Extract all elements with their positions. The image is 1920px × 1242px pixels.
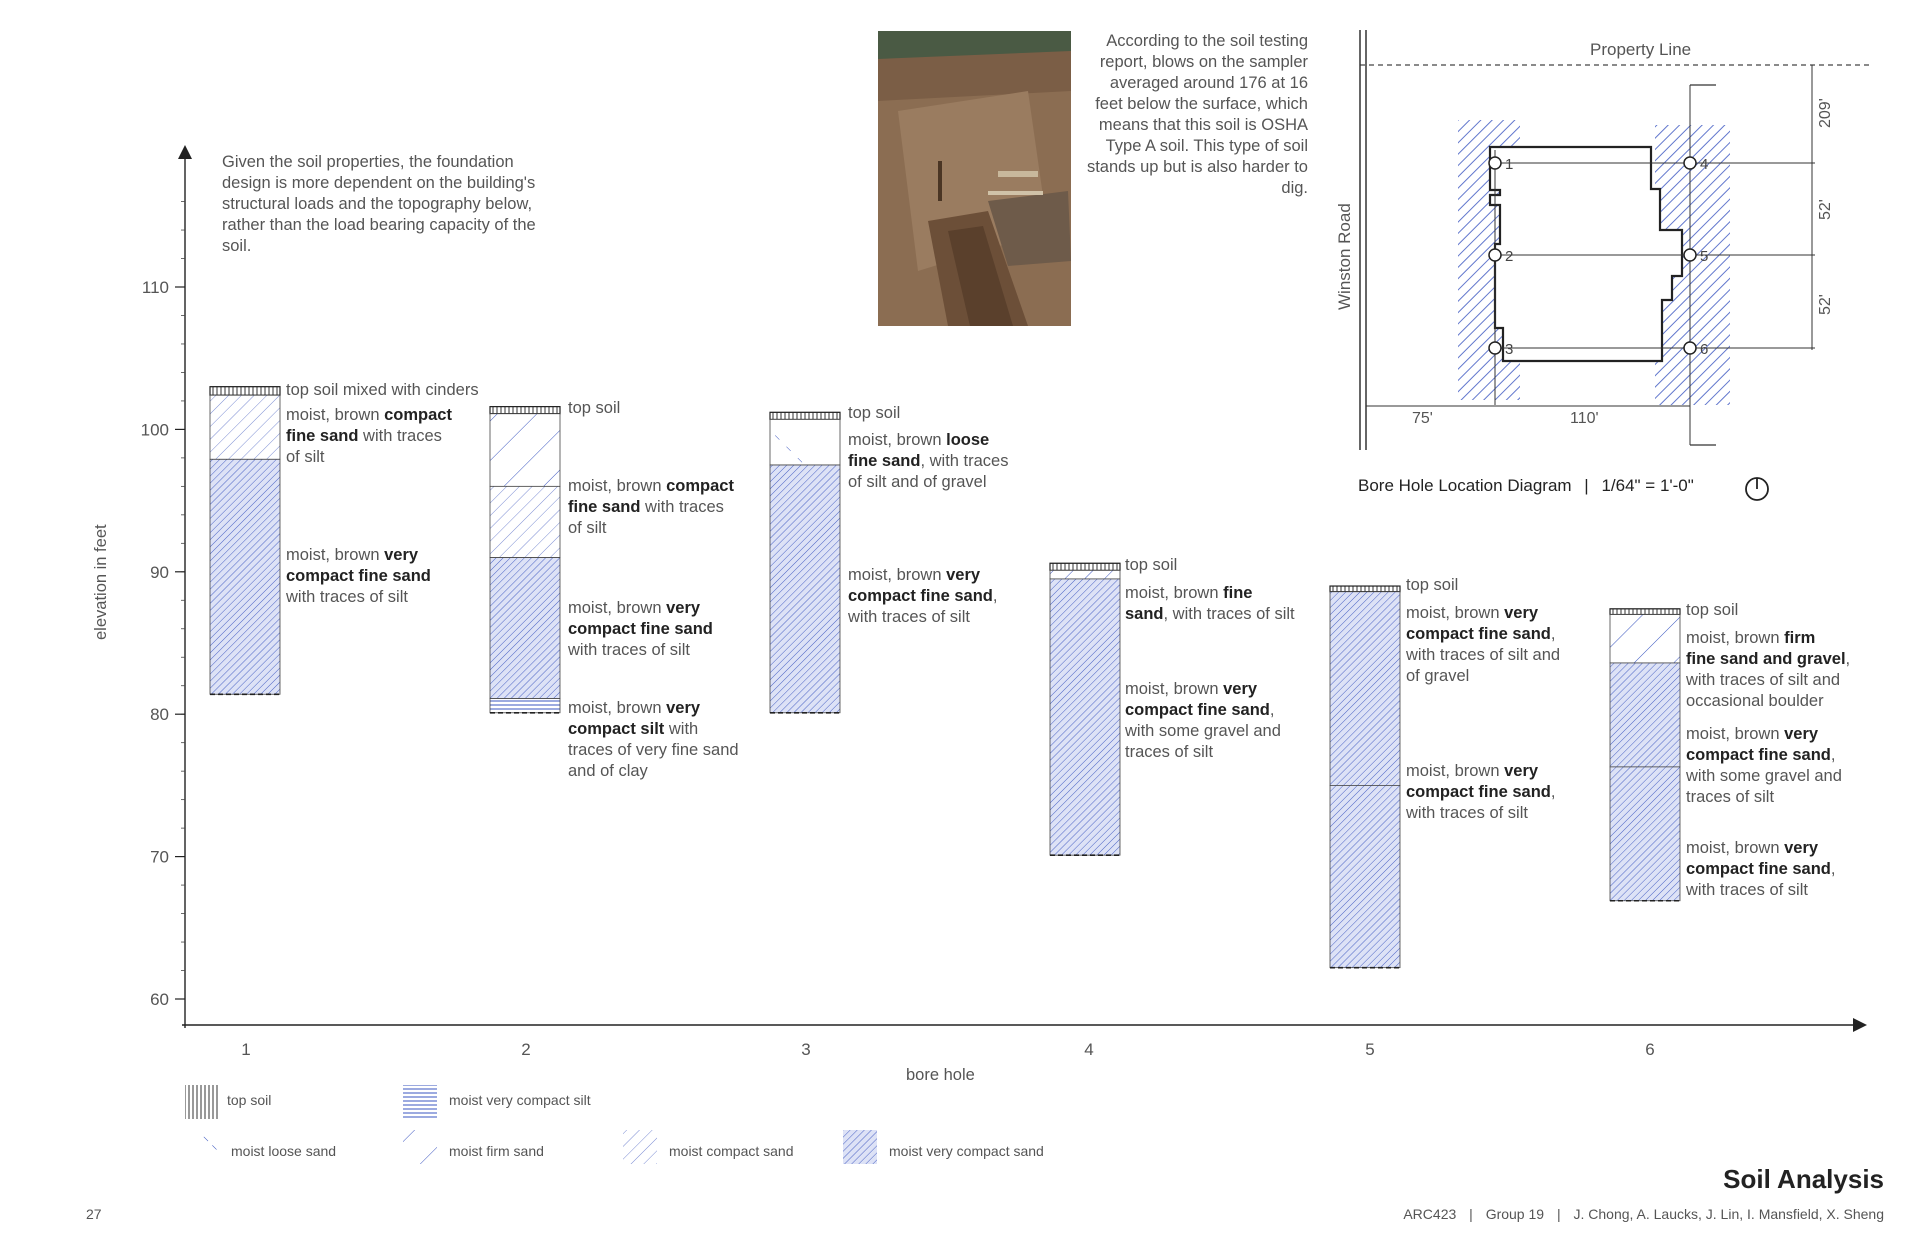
diagram-scale: 1/64" = 1'-0" [1601, 476, 1694, 495]
footer-credits [1403, 1206, 1884, 1222]
dim-110: 110' [1570, 410, 1599, 427]
layer-very_compact [1610, 767, 1680, 901]
bore-hole-column-2 [490, 407, 560, 713]
x-axis-label: bore hole [906, 1066, 975, 1084]
legend-swatch [843, 1130, 877, 1164]
legend-label: moist compact sand [669, 1143, 794, 1159]
layer-description: top soil [1686, 601, 1739, 619]
layer-description: moist, brown very compact fine sand, with traces of silt [1686, 839, 1836, 899]
layer-description: top soil mixed with cinders [286, 381, 479, 399]
layer-description: moist, brown very compact silt with traces of very fine sand and of clay [568, 699, 739, 780]
bore-hole-column-6 [1610, 609, 1680, 901]
bore-hole-column-5 [1330, 586, 1400, 968]
footer-sep-1: | [1469, 1206, 1473, 1222]
footer-sep-2: | [1556, 1206, 1561, 1222]
layer-description: moist, brown very compact fine sand, with some gravel and traces of silt [1125, 680, 1281, 761]
layer-very_compact [770, 465, 840, 713]
chart-legend [185, 1085, 1044, 1164]
x-tick-label: 2 [521, 1040, 531, 1059]
legend-item-top_soil [185, 1085, 271, 1119]
legend-swatch [403, 1130, 437, 1164]
legend-label: moist very compact sand [889, 1143, 1044, 1159]
layer-very_compact [1330, 592, 1400, 786]
layer-top_soil [210, 387, 280, 396]
layer-very_compact [490, 558, 560, 699]
x-tick-label: 5 [1365, 1040, 1375, 1059]
layer-description: moist, brown loose fine sand, with traces of silt and of gravel [848, 431, 1009, 491]
layer-description: moist, brown compact fine sand with traces of silt [286, 406, 452, 466]
footer-course: ARC423 [1403, 1206, 1457, 1222]
layer-loose [770, 419, 840, 465]
layer-firm [1610, 615, 1680, 663]
layer-very_compact [1330, 785, 1400, 967]
property-line-label: Property Line [1590, 40, 1692, 59]
bore-hole-column-3 [770, 412, 840, 712]
bore-hole-column-1 [210, 387, 280, 695]
soil-report-note: According to the soil testing report, blows on the sampler averaged around 176 at 16 feet below the surface, which means that this soil is OSHA Type A soil. This type of soil stands up but is also harder to dig. [1086, 32, 1308, 197]
diagram-caption-separator: | [1584, 476, 1589, 495]
bore-hole-2-label: 2 [1505, 248, 1514, 265]
legend-item-loose [185, 1130, 336, 1164]
layer-description: moist, brown very compact fine sand, with traces of silt [848, 566, 998, 626]
legend-swatch [623, 1130, 657, 1164]
layer-description: moist, brown fine sand, with traces of silt [1125, 584, 1295, 623]
dim-52-a: 52' [1817, 199, 1834, 220]
layer-top_soil [770, 412, 840, 419]
y-tick-label: 80 [150, 705, 169, 725]
bore-hole-column-4 [1050, 563, 1120, 855]
layer-description: moist, brown firm fine sand and gravel, with traces of silt and occasional boulder [1686, 629, 1851, 710]
layer-description: moist, brown very compact fine sand with traces of silt [568, 599, 713, 659]
layer-fine [1050, 570, 1120, 579]
y-tick-label: 100 [140, 420, 169, 440]
legend-item-very_compact [843, 1130, 1044, 1164]
layer-description: moist, brown very compact fine sand, with some gravel and traces of silt [1686, 725, 1842, 806]
page-number: 27 [86, 1206, 102, 1222]
dim-52-b: 52' [1817, 294, 1834, 315]
dim-75: 75' [1412, 410, 1433, 427]
y-axis-label: elevation in feet [92, 524, 110, 640]
x-tick-label: 1 [241, 1040, 251, 1059]
legend-item-compact [623, 1130, 794, 1164]
bore-hole-6-label: 6 [1700, 341, 1709, 358]
layer-description: top soil [568, 399, 621, 417]
layer-firm [490, 414, 560, 487]
footer-group: Group 19 [1485, 1206, 1545, 1222]
layer-description: top soil [1125, 556, 1178, 574]
y-tick-label: 90 [150, 562, 169, 582]
layer-compact [210, 395, 280, 459]
legend-label: top soil [227, 1092, 272, 1108]
layer-description: moist, brown very compact fine sand, with traces of silt [1406, 762, 1556, 822]
foundation-note: Given the soil properties, the foundation design is more dependent on the building's structural loads and the topography below, rather than the load bearing capacity of the soil. [222, 153, 536, 255]
legend-label: moist firm sand [449, 1143, 544, 1159]
layer-top_soil [490, 407, 560, 414]
legend-swatch [185, 1085, 219, 1119]
layer-very_compact [1050, 579, 1120, 855]
road-label: Winston Road [1335, 203, 1354, 310]
layer-compact [490, 486, 560, 557]
bore-hole-4-label: 4 [1700, 156, 1709, 173]
layer-top_soil [1610, 609, 1680, 615]
bore-hole-1-label: 1 [1505, 156, 1514, 173]
x-tick-label: 6 [1645, 1040, 1655, 1059]
legend-label: moist loose sand [231, 1143, 337, 1159]
y-tick-label: 110 [141, 278, 169, 297]
layer-very_compact [1610, 663, 1680, 767]
bore-hole-3-label: 3 [1505, 341, 1514, 358]
layer-description: moist, brown very compact fine sand with traces of silt [286, 546, 431, 606]
diagram-caption-title: Bore Hole Location Diagram [1358, 476, 1572, 495]
legend-swatch [185, 1130, 219, 1164]
layer-silt [490, 699, 560, 713]
dim-209: 209' [1817, 98, 1834, 128]
x-tick-label: 4 [1084, 1040, 1094, 1059]
y-tick-label: 60 [150, 990, 169, 1009]
layer-very_compact [210, 459, 280, 694]
layer-top_soil [1330, 586, 1400, 592]
bore-hole-5-label: 5 [1700, 248, 1709, 265]
layer-top_soil [1050, 563, 1120, 570]
layer-description: top soil [1406, 576, 1459, 594]
legend-label: moist very compact silt [449, 1092, 591, 1108]
layer-description: top soil [848, 404, 901, 422]
layer-description: moist, brown very compact fine sand, with traces of silt and of gravel [1406, 604, 1561, 685]
legend-item-silt [403, 1085, 591, 1119]
layer-description: moist, brown compact fine sand with traces of silt [568, 477, 734, 537]
y-tick-label: 70 [150, 847, 169, 867]
page-title: Soil Analysis [1723, 1164, 1884, 1194]
legend-item-firm [403, 1130, 544, 1164]
footer-authors: J. Chong, A. Laucks, J. Lin, I. Mansfield, X. Sheng [1573, 1206, 1884, 1222]
x-tick-label: 3 [801, 1040, 811, 1059]
legend-swatch [403, 1085, 437, 1119]
